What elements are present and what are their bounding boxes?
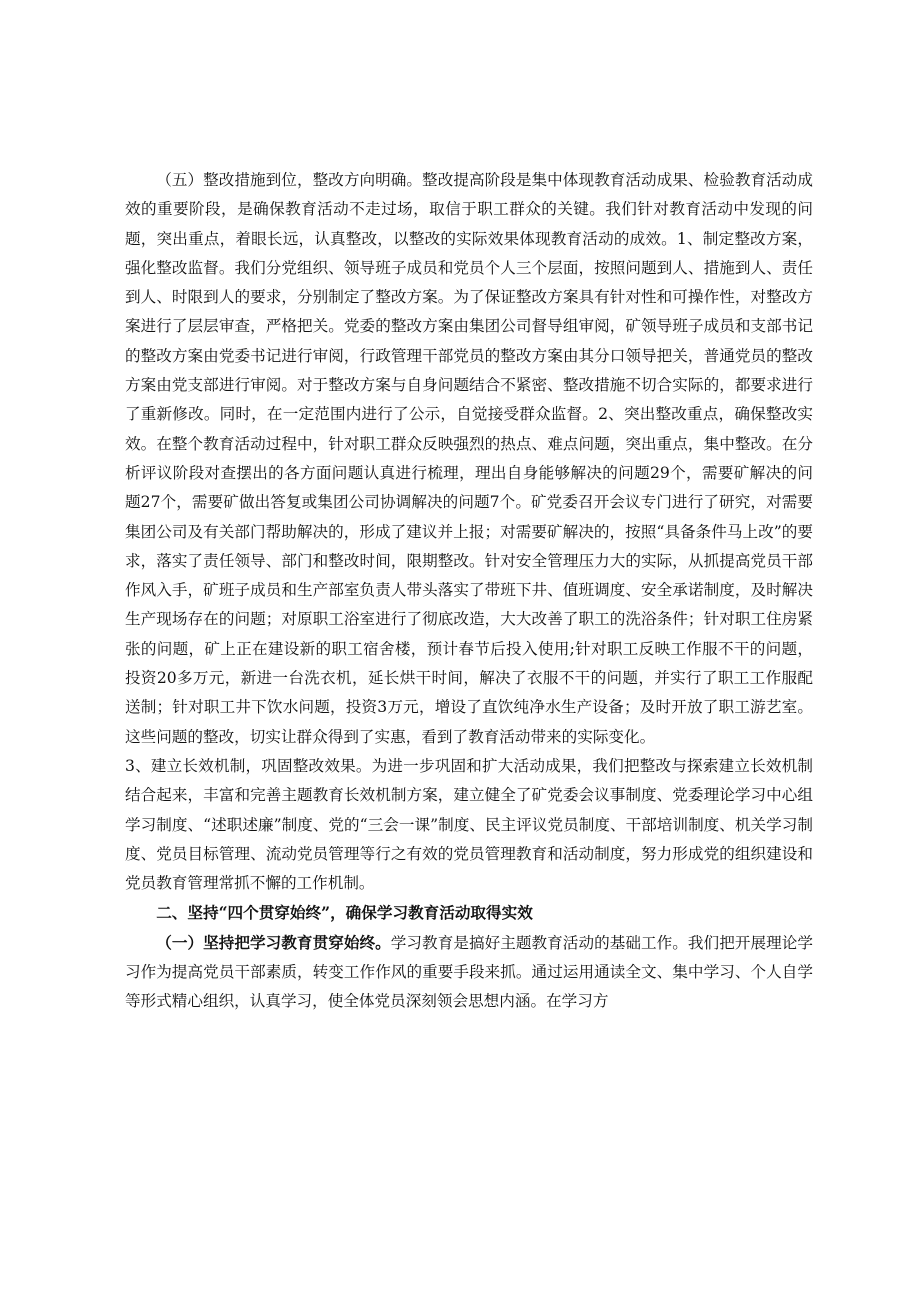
paragraph-long-term-mechanism: 3、建立长效机制，巩固整改效果。为进一步巩固和扩大活动成果，我们把整改与探索建立长效机制结合起来，丰富和完善主题教育长效机制方案，建立健全了矿党委会议事制度、党委理论学习中心组学习制度、“述职述廉”制度、党的“三会一课”制度、民主评议党员制度、干部培训制度、机关学习制度、党员目标管理、流动党员管理等行之有效的党员管理教育和活动制度，努力形成党的组织建设和党员教育管理常抓不懈的工作机制。 — [125, 756, 813, 893]
paragraph-body-text: 学习教育是搞好主题教育活动的基础工作。我们把开展理论学习作为提高党员干部素质，转变工作作风的重要手段来抓。通过运用通读全文、集中学习、个人自学等形式精心组织，认真学习，使全体党员深刻领会思想内涵。在学习方 — [125, 933, 813, 1011]
section-heading: 二、坚持“四个贯穿始终”，确保学习教育活动取得实效 — [156, 903, 533, 923]
paragraph-lead-text: （一）坚持把学习教育贯穿始终。 — [156, 932, 391, 952]
paragraph-rectification-measures: （五）整改措施到位，整改方向明确。整改提高阶段是集中体现教育活动成果、检验教育活动成效的重要阶段，是确保教育活动不走过场，取信于职工群众的关键。我们针对教育活动中发现的问题，突出重点，着眼长远，认真整改，以整改的实际效果体现教育活动的成效。1、制定整改方案，强化整改监督。我们分党组织、领导班子成员和党员个人三个层面，按照问题到人、措施到人、责任到人、时限到人的要求，分别制定了整改方案。为了保证整改方案具有针对性和可操作性，对整改方案进行了层层审查，严格把关。党委的整改方案由集团公司督导组审阅，矿领导班子成员和支部书记的整改方案由党委书记进行审阅，行政管理干部党员的整改方案由其分口领导把关，普通党员的整改方案由党支部进行审阅。对于整改方案与自身问题结合不紧密、整改措施不切合实际的，都要求进行了重新修改。同时，在一定范围内进行了公示，自觉接受群众监督。2、突出整改重点，确保整改实效。在整个教育活动过程中，针对职工群众反映强烈的热点、难点问题，突出重点，集中整改。在分析评议阶段对查摆出的各方面问题认真进行梳理，理出自身能够解决的问题29个，需要矿解决的问题27个，需要矿做出答复或集团公司协调解决的问题7个。矿党委召开会议专门进行了研究，对需要集团公司及有关部门帮助解决的，形成了建议并上报；对需要矿解决的，按照“具备条件马上改”的要求，落实了责任领导、部门和整改时间，限期整改。针对安全管理压力大的实际，从抓提高党员干部作风入手，矿班子成员和生产部室负责人带头落实了带班下井、值班调度、安全承诺制度，及时解决生产现场存在的问题；对原职工浴室进行了彻底改造，大大改善了职工的洗浴条件；针对职工住房紧张的问题，矿上正在建设新的职工宿舍楼，预计春节后投入使用;针对职工反映工作服不干的问题，投资20多万元，新进一台洗衣机，延长烘干时间，解决了衣服不干的问题，并实行了职工工作服配送制；针对职工井下饮水问题，投资3万元，增设了直饮纯净水生产设备；及时开放了职工游艺室。这些问题的整改，切实让群众得到了实惠，看到了教育活动带来的实际变化。 — [125, 171, 813, 746]
paragraph-study-education — [125, 928, 813, 1017]
document-body — [125, 166, 813, 1017]
